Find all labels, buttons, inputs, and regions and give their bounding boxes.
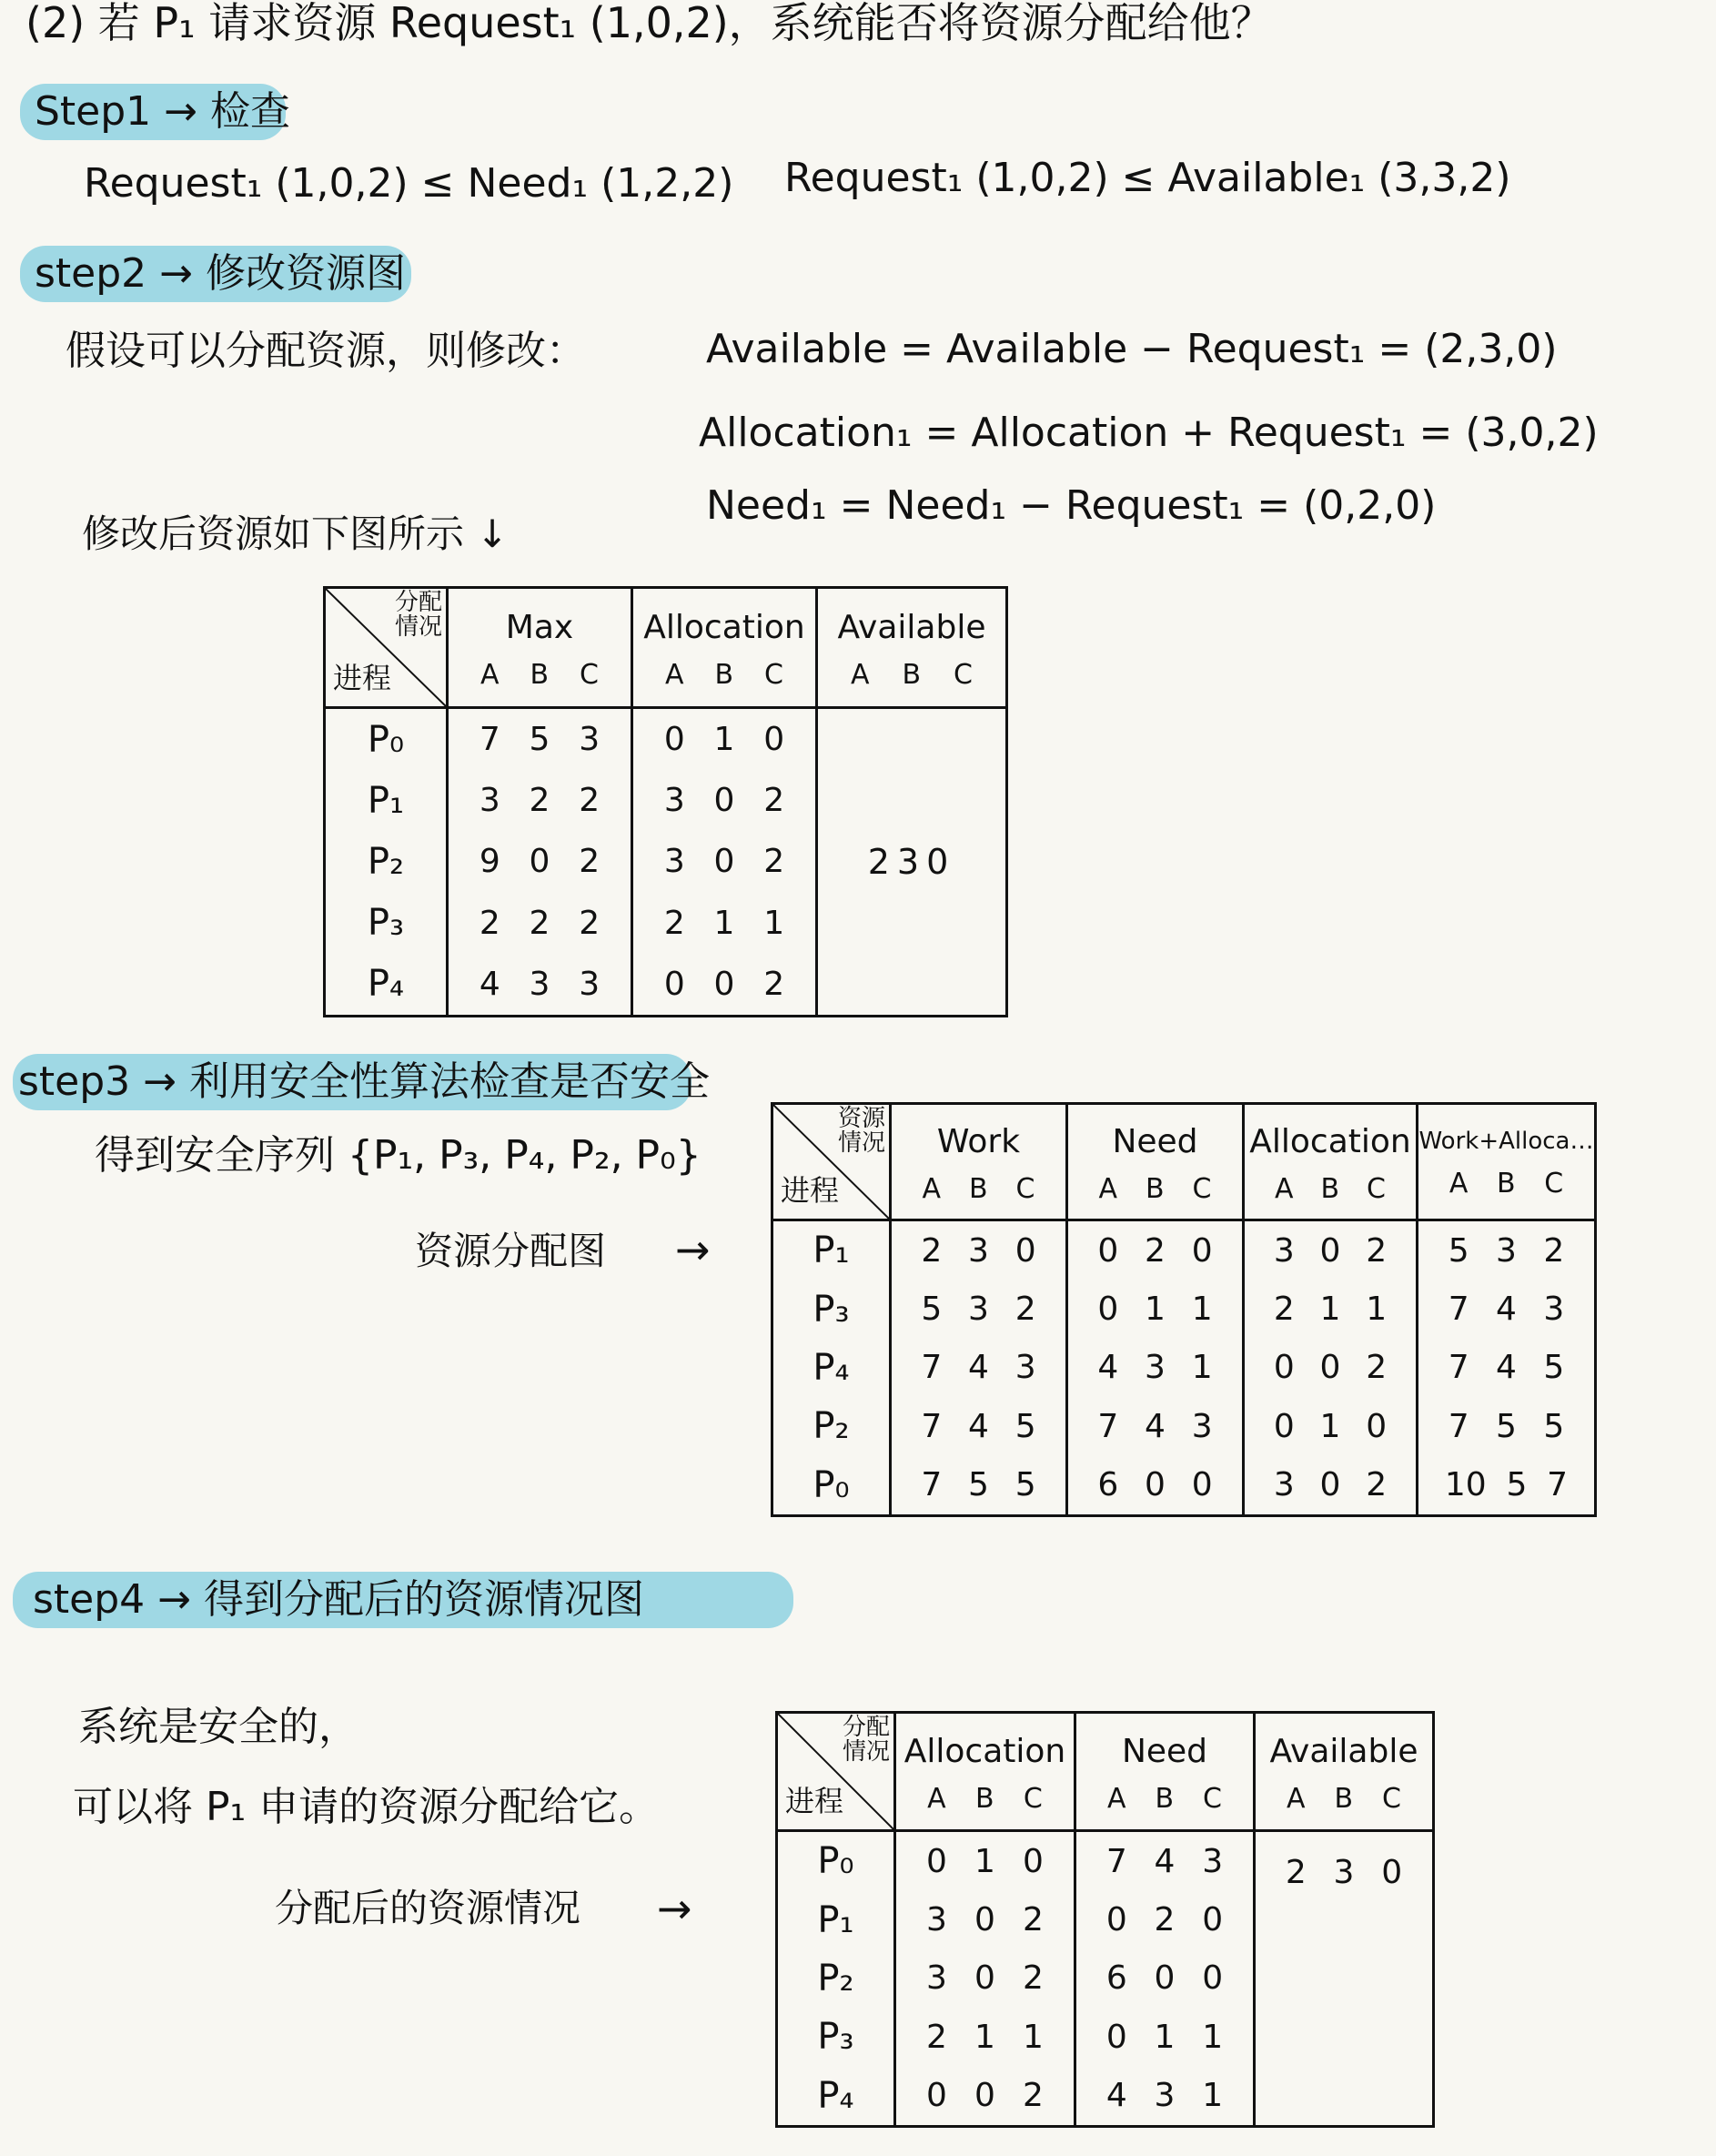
- value: 2: [1154, 1901, 1176, 1939]
- value: 9: [479, 843, 500, 881]
- value-row: [633, 721, 815, 758]
- value: 2: [579, 782, 601, 820]
- value: 0: [1014, 1231, 1036, 1270]
- value: 3: [1202, 1842, 1224, 1880]
- value: 0: [1273, 1349, 1295, 1387]
- value-row: [892, 1466, 1065, 1503]
- value-row: [1068, 1349, 1242, 1386]
- value: 1: [1366, 1291, 1388, 1329]
- col-a: A: [1106, 1782, 1126, 1815]
- value: 2: [763, 843, 785, 881]
- allocation-title: Allocation: [903, 1732, 1066, 1770]
- value: 3: [968, 1291, 989, 1329]
- col-b: B: [1496, 1168, 1516, 1199]
- col-c: C: [954, 658, 973, 691]
- step4-label: step4 → 得到分配后的资源情况图: [33, 1576, 645, 1623]
- value: 6: [1097, 1466, 1119, 1504]
- work-title: Work: [936, 1122, 1021, 1160]
- value-row: [1245, 1232, 1416, 1270]
- value-row: [1245, 1408, 1416, 1445]
- value: 4: [1105, 2077, 1127, 2115]
- value: 7: [1448, 1407, 1469, 1445]
- col-a: A: [850, 658, 870, 691]
- col-b: B: [1334, 1782, 1354, 1815]
- process-label: P₂: [813, 1405, 850, 1448]
- value: 2: [529, 904, 550, 942]
- value-row: [892, 1349, 1065, 1386]
- table-after-allocation: [775, 1711, 1435, 2128]
- process-label: P₂: [817, 1957, 854, 1999]
- available-header: [1255, 1713, 1434, 1831]
- process-label: P₀: [817, 1840, 854, 1883]
- value: 2: [579, 843, 601, 881]
- table-modified-resources: [323, 586, 1008, 1017]
- value: 1: [1191, 1349, 1213, 1387]
- value: 0: [1366, 1407, 1388, 1445]
- diag-bottom-label: 进程: [781, 1173, 840, 1208]
- value: 0: [1273, 1407, 1295, 1445]
- process-label: P₃: [817, 2016, 854, 2059]
- col-a: A: [1098, 1172, 1118, 1205]
- value-row: [1418, 1349, 1594, 1386]
- value: 2: [1366, 1466, 1388, 1504]
- value: 4: [1097, 1349, 1119, 1387]
- value-row: [1068, 1408, 1242, 1445]
- value: 3: [1191, 1407, 1213, 1445]
- value-row: [892, 1408, 1065, 1445]
- value-row: [892, 1232, 1065, 1270]
- value: 0: [1319, 1466, 1341, 1504]
- value: 3: [926, 1901, 947, 1939]
- diag-top-label: 分配 情况: [842, 1714, 890, 1766]
- step2-label: step2 → 修改资源图: [35, 250, 407, 297]
- value: 4: [1154, 1842, 1176, 1880]
- process-column: [777, 1831, 895, 2127]
- value: 0: [1319, 1349, 1341, 1387]
- value: 2: [763, 782, 785, 820]
- value: 1: [1154, 2018, 1176, 2056]
- value: 0: [974, 2077, 995, 2115]
- value: 7: [479, 721, 500, 759]
- value-row: [1245, 1466, 1416, 1503]
- col-a: A: [1274, 1172, 1294, 1205]
- col-c: C: [1544, 1168, 1564, 1199]
- value-row: [896, 1901, 1074, 1938]
- process-label: P₀: [367, 718, 405, 761]
- value: 6: [1105, 1959, 1127, 1998]
- diag-header-cell: [772, 1104, 891, 1220]
- value: 0: [663, 721, 685, 759]
- value: 1: [713, 904, 735, 942]
- value: 5: [1448, 1231, 1469, 1270]
- value: 2: [763, 965, 785, 1003]
- value-row: [633, 905, 815, 942]
- need-header: [1075, 1713, 1255, 1831]
- col-b: B: [968, 1172, 988, 1205]
- value-row: [1418, 1408, 1594, 1445]
- col-b: B: [902, 658, 922, 691]
- value: 5: [1496, 1407, 1517, 1445]
- col-c: C: [1023, 1782, 1043, 1815]
- allocation-header: [895, 1713, 1075, 1831]
- need-values: [1067, 1220, 1244, 1516]
- process-label: P₃: [367, 902, 405, 945]
- process-label: P₀: [813, 1463, 850, 1506]
- col-a: A: [479, 658, 500, 691]
- value: 0: [1202, 1959, 1224, 1998]
- available-title: Available: [837, 608, 986, 646]
- process-label: P₁: [367, 779, 405, 822]
- work-alloc-values: [1418, 1220, 1596, 1516]
- value-row: [896, 1843, 1074, 1880]
- value-row: [896, 1959, 1074, 1997]
- table-safety-check: [771, 1102, 1597, 1517]
- value-row: [1076, 2077, 1253, 2114]
- value: 0: [926, 2077, 947, 2115]
- value: 1: [1202, 2018, 1224, 2056]
- value: 0: [1202, 1901, 1224, 1939]
- value: 2: [1366, 1349, 1388, 1387]
- value: 4: [1496, 1349, 1517, 1387]
- diag-top-label: 资源 情况: [837, 1105, 885, 1158]
- work-values: [891, 1220, 1067, 1516]
- process-label: P₂: [367, 840, 405, 883]
- value: 1: [1023, 2018, 1044, 2056]
- value: 3: [1273, 1231, 1295, 1270]
- value: 3: [579, 721, 601, 759]
- value: 3: [1543, 1291, 1565, 1329]
- col-a: A: [1449, 1168, 1469, 1199]
- need-header: [1067, 1104, 1244, 1220]
- value: 1: [974, 1842, 995, 1880]
- value: 5: [1506, 1466, 1528, 1504]
- value-row: [633, 966, 815, 1003]
- col-c: C: [1192, 1172, 1212, 1205]
- col-b: B: [714, 658, 734, 691]
- value: 0: [663, 965, 685, 1003]
- process-label: P₄: [817, 2074, 854, 2117]
- process-label: P₄: [813, 1346, 850, 1389]
- allocation-title: Allocation: [1249, 1122, 1411, 1160]
- step3-sequence: 得到安全序列 {P₁, P₃, P₄, P₂, P₀}: [95, 1132, 702, 1179]
- col-c: C: [1382, 1782, 1401, 1815]
- value: 7: [1448, 1349, 1469, 1387]
- value: 4: [479, 965, 500, 1003]
- value-row: [892, 1291, 1065, 1328]
- step2-note: 修改后资源如下图所示 ↓: [82, 511, 509, 556]
- value-row: [1076, 1843, 1253, 1880]
- step3-label: step3 → 利用安全性算法检查是否安全: [18, 1058, 711, 1105]
- value-row: [633, 843, 815, 880]
- col-c: C: [1367, 1172, 1386, 1205]
- value: 0: [1145, 1466, 1166, 1504]
- value: 0: [1191, 1231, 1213, 1270]
- process-column: [325, 708, 448, 1017]
- allocation-header: [632, 588, 817, 708]
- available-title: Available: [1269, 1732, 1418, 1770]
- value: 0: [763, 721, 785, 759]
- work-alloc-title: Work+Alloca…: [1418, 1128, 1594, 1155]
- value: 0: [1023, 1842, 1044, 1880]
- value: 0: [974, 1901, 995, 1939]
- value: 2: [921, 1231, 943, 1270]
- max-header: [448, 588, 632, 708]
- value: 1: [974, 2018, 995, 2056]
- diag-bottom-label: 进程: [333, 661, 392, 695]
- value: 0: [1105, 2018, 1127, 2056]
- col-b: B: [1145, 1172, 1165, 1205]
- value-row: [449, 843, 631, 880]
- value: 2: [1145, 1231, 1166, 1270]
- value: 2: [1014, 1291, 1036, 1329]
- value: 2: [663, 904, 685, 942]
- process-label: P₄: [367, 963, 405, 1006]
- step4-note: 分配后的资源情况: [275, 1886, 581, 1930]
- value: 5: [1014, 1466, 1036, 1504]
- value-row: [449, 721, 631, 758]
- value: 3: [479, 782, 500, 820]
- value: 3: [663, 843, 685, 881]
- value: 2: [1285, 1854, 1307, 1891]
- value: 2: [1023, 1959, 1044, 1998]
- value: 1: [1191, 1291, 1213, 1329]
- available-values: [817, 708, 1007, 1017]
- value: 3: [1496, 1231, 1517, 1270]
- allocation-title: Allocation: [643, 608, 805, 646]
- value: 5: [1543, 1349, 1565, 1387]
- value: 0: [974, 1959, 995, 1998]
- need-values: [1075, 1831, 1255, 2127]
- value: 0: [1097, 1231, 1119, 1270]
- diag-bottom-label: 进程: [785, 1784, 844, 1818]
- value: 7: [1097, 1407, 1119, 1445]
- value: 2: [1273, 1291, 1295, 1329]
- available-value: 230: [867, 842, 956, 882]
- value: 0: [1154, 1959, 1176, 1998]
- value: 7: [1105, 1842, 1127, 1880]
- value-row: [1256, 1854, 1432, 1891]
- value: 2: [1023, 2077, 1044, 2115]
- col-c: C: [580, 658, 599, 691]
- value: 5: [529, 721, 550, 759]
- value: 4: [968, 1349, 989, 1387]
- value: 0: [713, 965, 735, 1003]
- value: 5: [1014, 1407, 1036, 1445]
- value: 1: [1319, 1291, 1341, 1329]
- arrow-right-icon: →: [657, 1884, 692, 1933]
- value: 1: [763, 904, 785, 942]
- available-values: [1255, 1831, 1434, 2127]
- step3-note: 资源分配图: [415, 1229, 607, 1273]
- process-label: P₁: [817, 1898, 854, 1941]
- value: 0: [1097, 1291, 1119, 1329]
- value: 5: [921, 1291, 943, 1329]
- value: 7: [921, 1349, 943, 1387]
- value: 5: [968, 1466, 989, 1504]
- value-row: [896, 2077, 1074, 2114]
- work-header: [891, 1104, 1067, 1220]
- value: 3: [663, 782, 685, 820]
- value: 3: [579, 965, 601, 1003]
- value: 2: [529, 782, 550, 820]
- step2-assume: 假设可以分配资源，则修改：: [66, 328, 586, 374]
- value: 0: [926, 1842, 947, 1880]
- value: 3: [1333, 1854, 1355, 1891]
- value-row: [1418, 1291, 1594, 1328]
- value: 7: [1448, 1291, 1469, 1329]
- value-row: [633, 782, 815, 819]
- value: 0: [713, 782, 735, 820]
- need-title: Need: [1121, 1732, 1208, 1770]
- value: 2: [1543, 1231, 1565, 1270]
- value-row: [1418, 1466, 1594, 1503]
- value: 2: [1366, 1231, 1388, 1270]
- value: 0: [1319, 1231, 1341, 1270]
- process-label: P₁: [813, 1230, 850, 1272]
- value: 3: [926, 1959, 947, 1998]
- intro-question: (2) 若 P₁ 请求资源 Request₁ (1,0,2)，系统能否将资源分配给他？: [25, 0, 1273, 47]
- col-c: C: [1015, 1172, 1035, 1205]
- value-row: [1245, 1349, 1416, 1386]
- value: 0: [713, 843, 735, 881]
- value-row: [449, 782, 631, 819]
- value-row: [1076, 1901, 1253, 1938]
- col-b: B: [974, 1782, 994, 1815]
- value: 1: [1319, 1407, 1341, 1445]
- step2-eq-allocation: Allocation₁ = Allocation + Request₁ = (3,0,2): [699, 410, 1599, 456]
- work-alloc-header: [1418, 1104, 1596, 1220]
- step1-check-available: Request₁ (1,0,2) ≤ Available₁ (3,3,2): [784, 155, 1511, 201]
- value: 10: [1444, 1466, 1487, 1504]
- allocation-values: [895, 1831, 1075, 2127]
- value: 1: [1202, 2077, 1224, 2115]
- value-row: [449, 905, 631, 942]
- value: 0: [529, 843, 550, 881]
- col-a: A: [664, 658, 684, 691]
- value-row: [896, 2019, 1074, 2056]
- value: 3: [968, 1231, 989, 1270]
- step4-safe-statement: 系统是安全的，: [78, 1704, 358, 1750]
- col-b: B: [530, 658, 550, 691]
- col-b: B: [1320, 1172, 1340, 1205]
- value-row: [1068, 1466, 1242, 1503]
- value-row: [1068, 1291, 1242, 1328]
- value-row: [1418, 1232, 1594, 1270]
- value: 3: [1145, 1349, 1166, 1387]
- process-column: [772, 1220, 891, 1516]
- value: 1: [713, 721, 735, 759]
- col-a: A: [927, 1782, 946, 1815]
- allocation-header: [1244, 1104, 1418, 1220]
- value: 4: [1496, 1291, 1517, 1329]
- value: 3: [529, 965, 550, 1003]
- value: 4: [1145, 1407, 1166, 1445]
- value: 0: [1105, 1901, 1127, 1939]
- max-title: Max: [505, 608, 574, 646]
- value: 0: [1191, 1466, 1213, 1504]
- value-row: [1068, 1232, 1242, 1270]
- value: 2: [1023, 1901, 1044, 1939]
- allocation-values: [632, 708, 817, 1017]
- max-values: [448, 708, 632, 1017]
- value: 3: [1273, 1466, 1295, 1504]
- value: 7: [921, 1466, 943, 1504]
- value-row: [1076, 1959, 1253, 1997]
- col-c: C: [764, 658, 783, 691]
- diag-top-label: 分配 情况: [394, 589, 442, 642]
- value: 2: [926, 2018, 947, 2056]
- value: 2: [479, 904, 500, 942]
- col-a: A: [922, 1172, 942, 1205]
- col-a: A: [1286, 1782, 1306, 1815]
- value: 2: [579, 904, 601, 942]
- diag-header-cell: [325, 588, 448, 708]
- value: 4: [968, 1407, 989, 1445]
- step1-label: Step1 → 检查: [35, 88, 291, 135]
- value: 0: [1381, 1854, 1403, 1891]
- col-b: B: [1155, 1782, 1175, 1815]
- diag-header-cell: [777, 1713, 895, 1831]
- step2-eq-need: Need₁ = Need₁ − Request₁ = (0,2,0): [706, 482, 1437, 529]
- process-label: P₃: [813, 1288, 850, 1331]
- step2-eq-available: Available = Available − Request₁ = (2,3,0): [706, 326, 1558, 372]
- value: 1: [1145, 1291, 1166, 1329]
- value-row: [449, 966, 631, 1003]
- value: 3: [1154, 2077, 1176, 2115]
- value: 3: [1014, 1349, 1036, 1387]
- value: 5: [1543, 1407, 1565, 1445]
- available-header: [817, 588, 1007, 708]
- need-title: Need: [1112, 1122, 1198, 1160]
- allocation-values: [1244, 1220, 1418, 1516]
- value-row: [1076, 2019, 1253, 2056]
- step4-allocate-statement: 可以将 P₁ 申请的资源分配给它。: [73, 1784, 660, 1830]
- value-row: [1245, 1291, 1416, 1328]
- value: 7: [921, 1407, 943, 1445]
- step1-check-need: Request₁ (1,0,2) ≤ Need₁ (1,2,2): [84, 160, 734, 207]
- arrow-right-icon: →: [675, 1225, 711, 1274]
- col-c: C: [1203, 1782, 1222, 1815]
- value: 7: [1547, 1466, 1569, 1504]
